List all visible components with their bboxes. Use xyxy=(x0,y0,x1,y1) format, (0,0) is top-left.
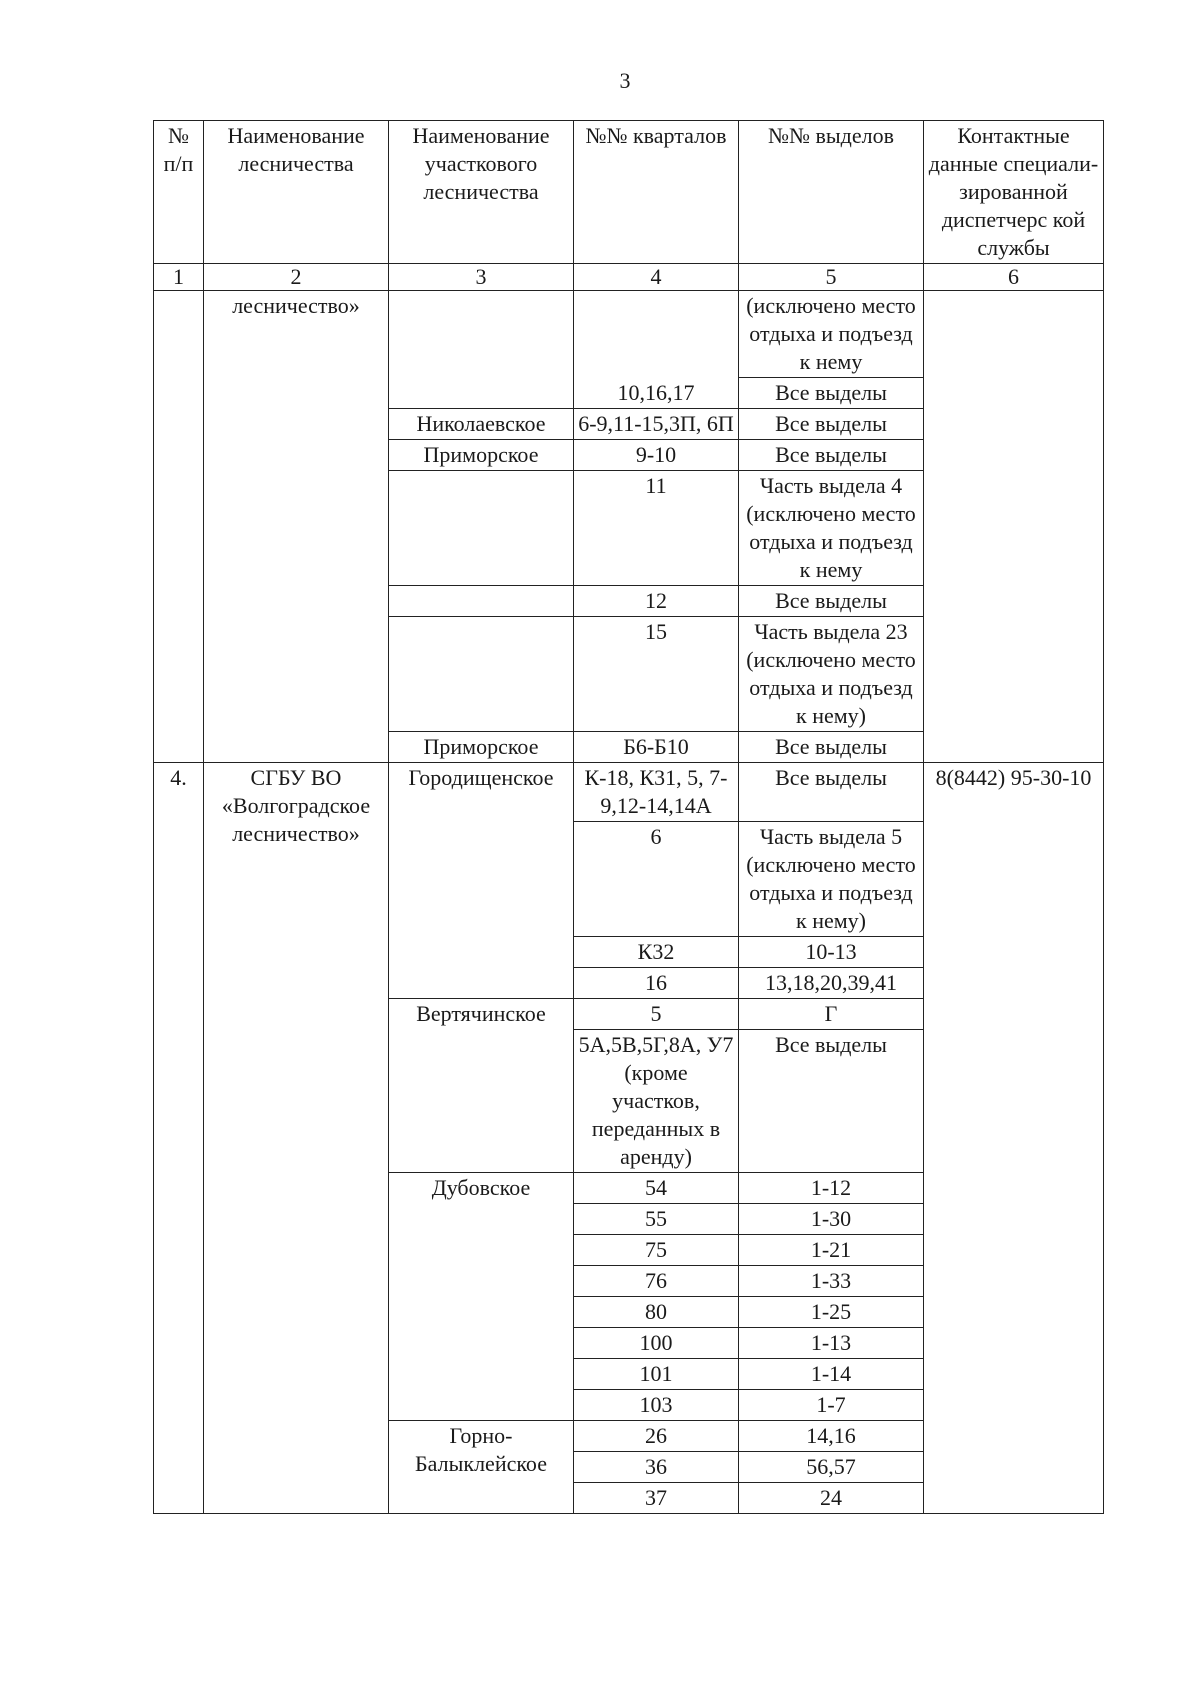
quarter-cell: 15 xyxy=(574,617,739,732)
allotment-cell: 1-12 xyxy=(739,1173,924,1204)
num-cell xyxy=(154,291,204,763)
column-number: 5 xyxy=(739,264,924,291)
allotment-cell: Часть выдела 4 (исключено место отдыха и подъезд к нему xyxy=(739,471,924,586)
quarter-cell: 12 xyxy=(574,586,739,617)
district-cell: Городищенское xyxy=(389,763,574,999)
quarter-cell: 6 xyxy=(574,822,739,937)
allotment-cell: Все выделы xyxy=(739,732,924,763)
allotment-cell: Все выделы xyxy=(739,378,924,409)
quarter-cell: 26 xyxy=(574,1421,739,1452)
header-forestry: Наименование лесничества xyxy=(204,121,389,264)
quarter-cell: 55 xyxy=(574,1204,739,1235)
district-cell xyxy=(389,291,574,378)
column-number: 3 xyxy=(389,264,574,291)
allotment-cell: Часть выдела 5 (исключено место отдыха и подъезд к нему) xyxy=(739,822,924,937)
district-cell xyxy=(389,378,574,409)
quarter-cell xyxy=(574,291,739,378)
header-quarters: №№ кварталов xyxy=(574,121,739,264)
forestry-cell: лесничество» xyxy=(204,291,389,763)
allotment-cell: 13,18,20,39,41 xyxy=(739,968,924,999)
quarter-cell: 75 xyxy=(574,1235,739,1266)
table-row xyxy=(154,763,1104,822)
quarter-cell: 5 xyxy=(574,999,739,1030)
column-number-row xyxy=(154,264,1104,291)
quarter-cell: 100 xyxy=(574,1328,739,1359)
quarter-cell: 37 xyxy=(574,1483,739,1514)
allotment-cell: Все выделы xyxy=(739,440,924,471)
column-number: 4 xyxy=(574,264,739,291)
quarter-cell: 103 xyxy=(574,1390,739,1421)
num-cell: 4. xyxy=(154,763,204,1514)
quarter-cell: К-18, К31, 5, 7-9,12-14,14А xyxy=(574,763,739,822)
district-cell: Вертячинское xyxy=(389,999,574,1173)
allotment-cell: (исключено место отдыха и подъезд к нему xyxy=(739,291,924,378)
quarter-cell: 101 xyxy=(574,1359,739,1390)
quarter-cell: Б6-Б10 xyxy=(574,732,739,763)
district-cell xyxy=(389,471,574,586)
allotment-cell: 10-13 xyxy=(739,937,924,968)
allotment-cell: 1-13 xyxy=(739,1328,924,1359)
allotment-cell: Все выделы xyxy=(739,586,924,617)
quarter-cell: 80 xyxy=(574,1297,739,1328)
allotment-cell: 1-21 xyxy=(739,1235,924,1266)
quarter-cell: 10,16,17 xyxy=(574,378,739,409)
quarter-cell: 9-10 xyxy=(574,440,739,471)
district-cell: Дубовское xyxy=(389,1173,574,1421)
forestry-table xyxy=(153,120,1104,1514)
column-number: 1 xyxy=(154,264,204,291)
district-cell: Горно-Балыклейское xyxy=(389,1421,574,1514)
allotment-cell: 1-33 xyxy=(739,1266,924,1297)
header-allotments: №№ выделов xyxy=(739,121,924,264)
allotment-cell: 1-7 xyxy=(739,1390,924,1421)
forestry-cell: СГБУ ВО «Волгоградское лесничество» xyxy=(204,763,389,1514)
header-contacts: Контактные данные специали-зированной диспетчерс кой службы xyxy=(924,121,1104,264)
column-number: 6 xyxy=(924,264,1104,291)
contact-cell: 8(8442) 95-30-10 xyxy=(924,763,1104,1514)
district-cell xyxy=(389,617,574,732)
allotment-cell: Все выделы xyxy=(739,409,924,440)
quarter-cell: 11 xyxy=(574,471,739,586)
header-row xyxy=(154,121,1104,264)
allotment-cell: 24 xyxy=(739,1483,924,1514)
allotment-cell: 1-14 xyxy=(739,1359,924,1390)
quarter-cell: 54 xyxy=(574,1173,739,1204)
district-cell: Приморское xyxy=(389,732,574,763)
allotment-cell: Г xyxy=(739,999,924,1030)
contact-cell xyxy=(924,291,1104,763)
page-number: 3 xyxy=(619,68,631,93)
header-district-forestry: Наименование участкового лесничества xyxy=(389,121,574,264)
header-num: № п/п xyxy=(154,121,204,264)
quarter-cell: 36 xyxy=(574,1452,739,1483)
district-cell: Николаевское xyxy=(389,409,574,440)
quarter-cell: 6-9,11-15,3П, 6П xyxy=(574,409,739,440)
quarter-cell: 76 xyxy=(574,1266,739,1297)
quarter-cell: К32 xyxy=(574,937,739,968)
district-cell xyxy=(389,586,574,617)
allotment-cell: 1-30 xyxy=(739,1204,924,1235)
allotment-cell: Часть выдела 23 (исключено место отдыха и подъезд к нему) xyxy=(739,617,924,732)
quarter-cell: 16 xyxy=(574,968,739,999)
table-row xyxy=(154,291,1104,378)
allotment-cell: 14,16 xyxy=(739,1421,924,1452)
district-cell: Приморское xyxy=(389,440,574,471)
allotment-cell: 1-25 xyxy=(739,1297,924,1328)
column-number: 2 xyxy=(204,264,389,291)
quarter-cell: 5А,5В,5Г,8А, У7 (кроме участков, переданных в аренду) xyxy=(574,1030,739,1173)
allotment-cell: Все выделы xyxy=(739,1030,924,1173)
allotment-cell: 56,57 xyxy=(739,1452,924,1483)
allotment-cell: Все выделы xyxy=(739,763,924,822)
